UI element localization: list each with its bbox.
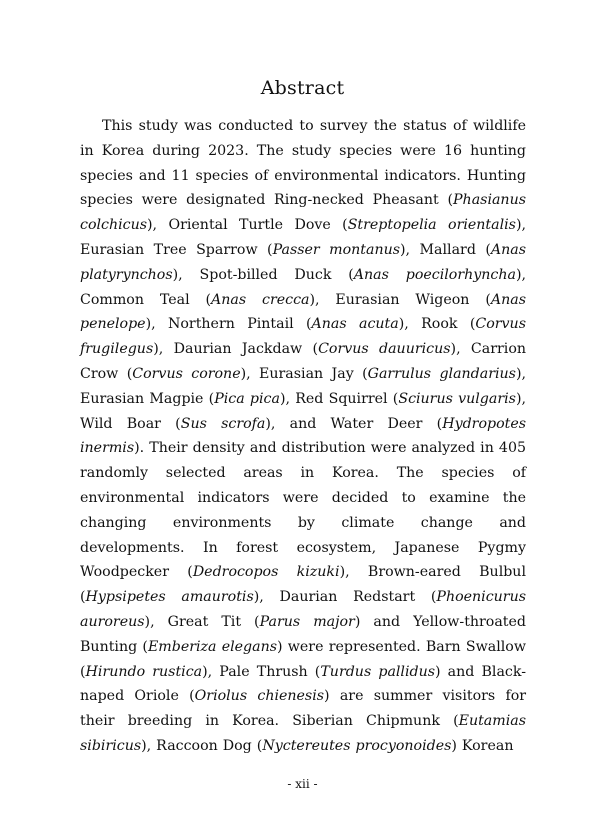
text-run: ) and Black-naped Oriole (: [80, 663, 526, 705]
text-run: ), Rook (: [398, 316, 476, 333]
scientific-name: Passer montanus: [272, 241, 401, 258]
scientific-name: Corvus dauuricus: [318, 341, 451, 358]
text-run: ), Oriental Turtle Dove (: [147, 217, 348, 234]
abstract-paragraph: [80, 114, 526, 759]
scientific-name: Hirundo rustica: [85, 663, 203, 680]
text-run: ), Carrion Crow (: [80, 341, 527, 382]
page-title: Abstract: [260, 76, 345, 99]
scientific-name: Dedrocopos kizuki: [192, 564, 340, 581]
text-run: ), Daurian Redstart (: [253, 589, 437, 606]
scientific-name: Anas crecca: [211, 291, 310, 308]
scientific-name: Anas poecilorhyncha: [353, 266, 516, 283]
scientific-name: Sciurus vulgaris: [398, 390, 516, 407]
scientific-name: Nyctereutes procyonoides: [262, 737, 452, 754]
text-run: ), Eurasian Wigeon (: [309, 291, 491, 308]
scientific-name: Phasianus colchicus: [80, 192, 526, 234]
scientific-name: Emberiza elegans: [147, 638, 277, 655]
text-run: ) Korean: [451, 737, 514, 754]
text-run: ), Wild Boar (: [80, 390, 526, 432]
scientific-name: Phoenicurus auroreus: [80, 589, 526, 630]
scientific-name: Pica pica: [214, 390, 280, 407]
scientific-name: Sus scrofa: [180, 415, 266, 432]
text-run: ), Brown-eared Bulbul (: [80, 564, 526, 606]
page-number: - xii -: [287, 777, 318, 791]
text-run: ), Eurasian Jay (: [240, 365, 368, 382]
scientific-name: Oriolus chienesis: [194, 688, 325, 705]
text-run: ), and Water Deer (: [265, 415, 443, 432]
scientific-name: Turdus pallidus: [320, 663, 436, 680]
scientific-name: Eutamias sibiricus: [80, 713, 526, 754]
text-run: ) and Yellow-throated Bunting (: [80, 613, 526, 655]
scientific-name: Anas acuta: [311, 316, 399, 333]
text-run: This study was conducted to survey the status of wildlife in Korea during 2023. The study species were 16 hunting species and 11 species of environmental indicators. Hunting species were designated Ring-necked Pheasant (: [80, 118, 526, 209]
scientific-name: Garrulus glandarius: [367, 365, 516, 382]
text-run: ), Mallard (: [400, 241, 491, 258]
scientific-name: Hypsipetes amaurotis: [85, 589, 254, 606]
text-run: ), Red Squirrel (: [279, 390, 399, 407]
scientific-name: Corvus frugilegus: [80, 316, 526, 358]
text-run: ), Raccoon Dog (: [141, 737, 263, 754]
text-run: ), Eurasian Magpie (: [80, 365, 527, 407]
text-run: ), Common Teal (: [80, 266, 526, 308]
scientific-name: Parus major: [259, 613, 355, 630]
text-run: ) were represented. Barn Swallow (: [80, 638, 526, 680]
text-run: ) are summer visitors for their breeding in Korea. Siberian Chipmunk (: [80, 688, 527, 730]
scientific-name: Streptopelia orientalis: [347, 217, 516, 234]
text-run: ), Great Tit (: [144, 613, 260, 630]
scientific-name: Corvus corone: [132, 365, 241, 382]
scientific-name: Anas platyrynchos: [80, 241, 527, 283]
text-run: ), Northern Pintail (: [145, 316, 312, 333]
scientific-name: Hydropotes inermis: [80, 415, 526, 457]
text-run: ), Spot-billed Duck (: [172, 266, 354, 283]
text-run: ), Eurasian Tree Sparrow (: [80, 217, 526, 258]
scientific-name: Anas penelope: [80, 291, 526, 333]
text-run: ). Their density and distribution were analyzed in 405 randomly selected areas in Korea. The species of environmental indicators were decided to examine the changing environments by climate change and developments. In forest ecosystem, Japanese Pygmy Woodpecker (: [80, 440, 526, 581]
text-run: ), Daurian Jackdaw (: [153, 341, 319, 358]
text-run: ), Pale Thrush (: [202, 663, 321, 680]
